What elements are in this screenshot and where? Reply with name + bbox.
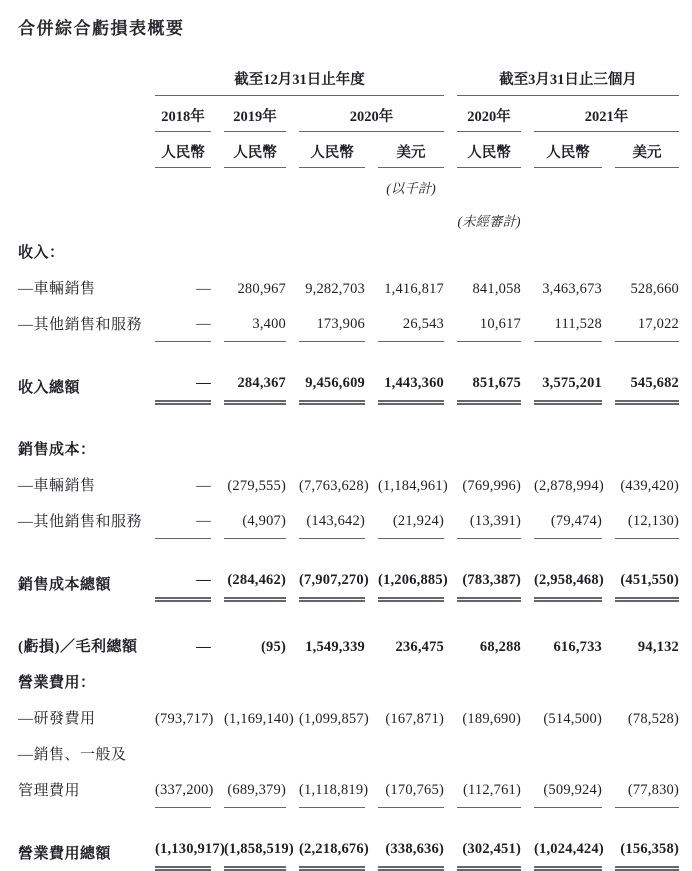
cell-value: (189,690) — [462, 711, 521, 727]
cell-value: 10,617 — [457, 306, 521, 342]
row-label: —車輛銷售 — [18, 281, 96, 297]
cell-value: (783,387) — [457, 565, 521, 602]
row-label: (虧損)／毛利總額 — [18, 639, 138, 655]
cell-value: (13,391) — [457, 503, 521, 539]
cell-value: (2,958,468) — [534, 565, 602, 602]
cell-value — [615, 234, 679, 270]
cell-value: (439,420) — [620, 478, 679, 494]
cell-value: 3,400 — [224, 306, 286, 342]
cell-value: (78,528) — [627, 711, 679, 727]
cell-value: (514,500) — [543, 711, 602, 727]
row-label: 銷售成本： — [18, 442, 96, 458]
comprehensive-loss-table — [5, 65, 692, 871]
cell-value: (793,717) — [155, 711, 214, 727]
cell-value: — — [196, 639, 211, 655]
table-row — [18, 234, 679, 270]
cell-value: (143,642) — [299, 503, 365, 539]
spacer-row — [18, 602, 679, 628]
table-row — [18, 772, 679, 808]
table-row — [18, 736, 679, 772]
table-row — [18, 368, 679, 405]
cell-value: (77,830) — [615, 772, 679, 808]
cell-value: (7,907,270) — [299, 565, 365, 602]
cell-value — [378, 431, 444, 467]
cell-value — [155, 664, 211, 700]
cell-value: (284,462) — [224, 565, 286, 602]
cell-value: 1,549,339 — [305, 639, 365, 655]
cell-value — [299, 736, 365, 772]
cell-value: — — [155, 503, 211, 539]
cell-value: (2,218,676) — [299, 834, 365, 871]
corner-cell — [18, 65, 142, 96]
cell-value: 1,416,817 — [384, 281, 444, 297]
table-row — [18, 306, 679, 342]
cell-value — [615, 736, 679, 772]
currency-header: 美元 — [378, 132, 444, 168]
corner-cell — [18, 132, 142, 168]
cell-value: 528,660 — [630, 281, 679, 297]
cell-value — [534, 736, 602, 772]
cell-value: 9,456,609 — [299, 368, 365, 405]
cell-value: (21,924) — [378, 503, 444, 539]
cell-value: 3,575,201 — [534, 368, 602, 405]
cell-value: 111,528 — [534, 306, 602, 342]
cell-value: (170,765) — [378, 772, 444, 808]
cell-value — [155, 431, 211, 467]
cell-value — [299, 664, 365, 700]
table-row — [18, 467, 679, 503]
cell-value — [457, 664, 521, 700]
table-row — [18, 270, 679, 306]
cell-value: 841,058 — [472, 281, 521, 297]
currency-header: 人民幣 — [534, 132, 602, 168]
currency-header: 美元 — [615, 132, 679, 168]
cell-value: 17,022 — [615, 306, 679, 342]
row-label: 收入總額 — [18, 380, 81, 396]
cell-value — [224, 664, 286, 700]
currency-header: 人民幣 — [457, 132, 521, 168]
cell-value: 236,475 — [395, 639, 444, 655]
year-header-2020: 2020年 — [299, 96, 444, 132]
spacer-row — [18, 808, 679, 834]
cell-value — [534, 664, 602, 700]
cell-value — [155, 736, 211, 772]
page-title: 合併綜合虧損表概要 — [18, 19, 185, 38]
table-row — [18, 834, 679, 871]
cell-value: (1,858,519) — [224, 834, 286, 871]
period-header-annual: 截至12月31日止年度 — [155, 65, 444, 96]
cell-value — [457, 234, 521, 270]
year-header-2021-q1: 2021年 — [534, 96, 679, 132]
year-header-2019: 2019年 — [224, 96, 286, 132]
cell-value: 616,733 — [553, 639, 602, 655]
unaudited-note: (未經審計) — [457, 214, 521, 229]
cell-value: (509,924) — [534, 772, 602, 808]
table-body — [18, 234, 679, 871]
row-label: 管理費用 — [18, 783, 81, 799]
period-header-quarter: 截至3月31日止三個月 — [457, 65, 679, 96]
cell-value: 68,288 — [479, 639, 521, 655]
cell-value: (1,169,140) — [224, 711, 294, 727]
cell-value: (79,474) — [534, 503, 602, 539]
cell-value: (167,871) — [385, 711, 444, 727]
cell-value — [378, 736, 444, 772]
cell-value: (1,118,819) — [299, 772, 365, 808]
cell-value — [224, 234, 286, 270]
cell-value: 1,443,360 — [378, 368, 444, 405]
table-row — [18, 503, 679, 539]
cell-value: (156,358) — [615, 834, 679, 871]
currency-header-row — [18, 132, 679, 168]
cell-value: (4,907) — [224, 503, 286, 539]
cell-value: (451,550) — [615, 565, 679, 602]
period-header-row — [18, 65, 679, 96]
table-row — [18, 565, 679, 602]
spacer-row — [18, 539, 679, 565]
row-label: —銷售、一般及 — [18, 747, 127, 763]
currency-header: 人民幣 — [299, 132, 365, 168]
row-label: —車輛銷售 — [18, 478, 96, 494]
currency-header: 人民幣 — [224, 132, 286, 168]
cell-value — [299, 431, 365, 467]
year-header-2018: 2018年 — [155, 96, 211, 132]
row-label: —研發費用 — [18, 711, 96, 727]
cell-value — [615, 431, 679, 467]
unit-note: (以千計) — [386, 181, 436, 196]
cell-value: (1,024,424) — [534, 834, 602, 871]
cell-value: (1,184,961) — [378, 478, 448, 494]
row-label: 銷售成本總額 — [18, 577, 112, 593]
cell-value: 173,906 — [299, 306, 365, 342]
row-label: 營業費用： — [18, 675, 96, 691]
cell-value: 284,367 — [224, 368, 286, 405]
cell-value: (112,761) — [457, 772, 521, 808]
table-row — [18, 431, 679, 467]
spacer-row — [18, 342, 679, 368]
cell-value: 280,967 — [237, 281, 286, 297]
cell-value: 26,543 — [378, 306, 444, 342]
cell-value: — — [196, 478, 211, 494]
table-row — [18, 628, 679, 664]
row-label: —其他銷售和服務 — [18, 514, 143, 530]
currency-header: 人民幣 — [155, 132, 211, 168]
row-label: 收入： — [18, 245, 65, 261]
cell-value: (7,763,628) — [299, 478, 369, 494]
cell-value: 851,675 — [457, 368, 521, 405]
cell-value — [224, 736, 286, 772]
cell-value: (1,130,917) — [155, 834, 211, 871]
cell-value: (337,200) — [155, 772, 211, 808]
cell-value: 545,682 — [615, 368, 679, 405]
row-label: 營業費用總額 — [18, 846, 112, 862]
cell-value: (2,878,994) — [534, 478, 604, 494]
cell-value — [457, 431, 521, 467]
cell-value — [378, 234, 444, 270]
table-row — [18, 664, 679, 700]
cell-value: (1,206,885) — [378, 565, 444, 602]
cell-value — [224, 431, 286, 467]
unit-note-row — [18, 168, 679, 201]
cell-value: — — [155, 306, 211, 342]
cell-value: (12,130) — [615, 503, 679, 539]
cell-value: — — [155, 565, 211, 602]
unaudited-note-row — [18, 201, 679, 234]
cell-value: (279,555) — [227, 478, 286, 494]
cell-value — [299, 234, 365, 270]
cell-value: 94,132 — [637, 639, 679, 655]
cell-value: (302,451) — [457, 834, 521, 871]
cell-value — [534, 234, 602, 270]
cell-value — [534, 431, 602, 467]
spacer-row — [18, 405, 679, 431]
cell-value: (338,636) — [378, 834, 444, 871]
year-header-2020-q1: 2020年 — [457, 96, 521, 132]
cell-value: (689,379) — [224, 772, 286, 808]
corner-cell — [18, 96, 142, 132]
cell-value: — — [155, 368, 211, 405]
cell-value: (1,099,857) — [299, 711, 369, 727]
cell-value: 3,463,673 — [542, 281, 602, 297]
year-header-row — [18, 96, 679, 132]
cell-value: — — [196, 281, 211, 297]
row-label: —其他銷售和服務 — [18, 317, 143, 333]
cell-value — [457, 736, 521, 772]
cell-value: (95) — [261, 639, 286, 655]
cell-value: 9,282,703 — [305, 281, 365, 297]
cell-value: (769,996) — [462, 478, 521, 494]
cell-value — [378, 664, 444, 700]
cell-value — [615, 664, 679, 700]
cell-value — [155, 234, 211, 270]
table-row — [18, 700, 679, 736]
